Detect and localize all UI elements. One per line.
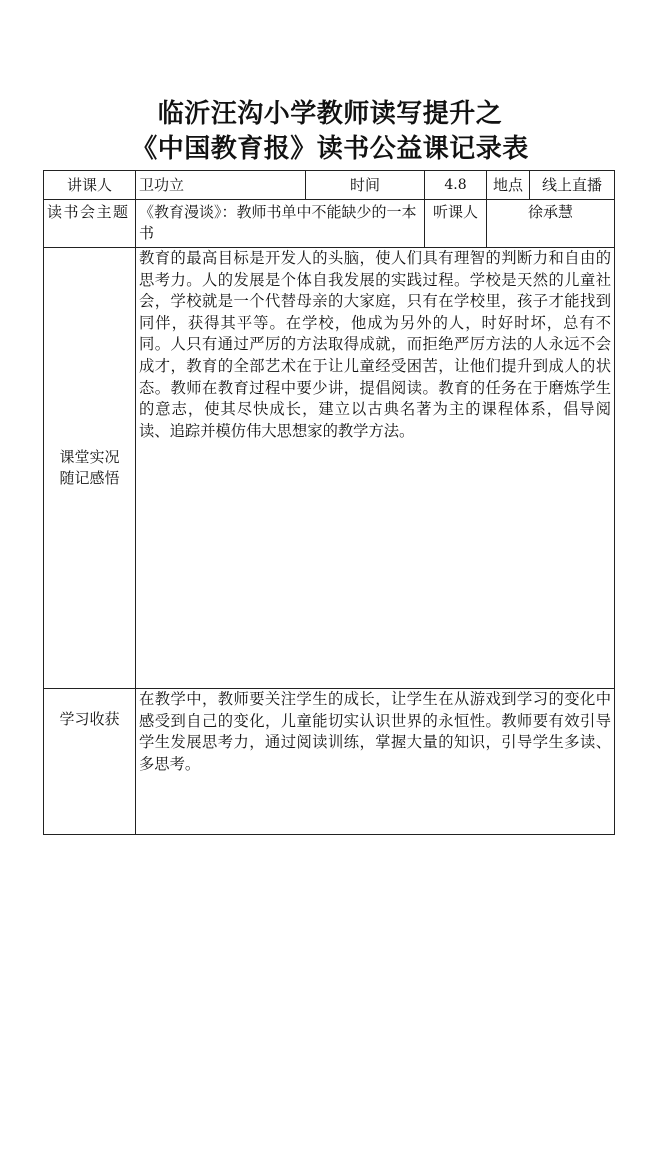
time-label: 时间 — [306, 171, 425, 200]
table-row — [44, 171, 615, 200]
notes-label-text: 课堂实况随记感悟 — [59, 448, 120, 487]
table-row — [44, 248, 615, 689]
title-line-2: 《中国教育报》读书公益课记录表 — [131, 134, 529, 164]
table-row — [44, 689, 615, 835]
lecturer-value: 卫功立 — [136, 171, 306, 200]
record-table — [43, 170, 615, 835]
listener-value: 徐承慧 — [487, 200, 615, 248]
lecturer-label: 讲课人 — [44, 171, 136, 200]
topic-value: 《教育漫谈》：教师书单中不能缺少的一本书 — [136, 200, 425, 248]
table-row — [44, 200, 615, 248]
place-value: 线上直播 — [530, 171, 615, 200]
time-value: 4.8 — [425, 171, 487, 200]
notes-content: 教育的最高目标是开发人的头脑，使人们具有理智的判断力和自由的思考力。人的发展是个体自我发展的实践过程。学校是天然的儿童社会，学校就是一个代替母亲的大家庭，只有在学校里，孩子才能找到同伴，获得其平等。在学校，他成为另外的人，时好时坏，总有不同。人只有通过严厉的方法取得成就，而拒绝严厉方法的人永远不会成才，教育的全部艺术在于让儿童经受困苦，让他们提升到成人的状态。教师在教育过程中要少讲，提倡阅读。教育的任务在于磨炼学生的意志，使其尽快成长，建立以古典名著为主的课程体系，倡导阅读、追踪并模仿伟大思想家的教学方法。 — [136, 248, 615, 689]
place-label: 地点 — [487, 171, 530, 200]
listener-label: 听课人 — [425, 200, 487, 248]
title-line-1: 临沂汪沟小学教师读写提升之 — [157, 99, 503, 129]
topic-label: 读书会主题 — [44, 200, 136, 248]
gains-label: 学习收获 — [44, 689, 136, 835]
notes-label — [44, 248, 136, 689]
gains-content: 在教学中，教师要关注学生的成长，让学生在从游戏到学习的变化中感受到自己的变化，儿童能切实认识世界的永恒性。教师要有效引导学生发展思考力，通过阅读训练，掌握大量的知识，引导学生多读、多思考。 — [136, 689, 615, 835]
